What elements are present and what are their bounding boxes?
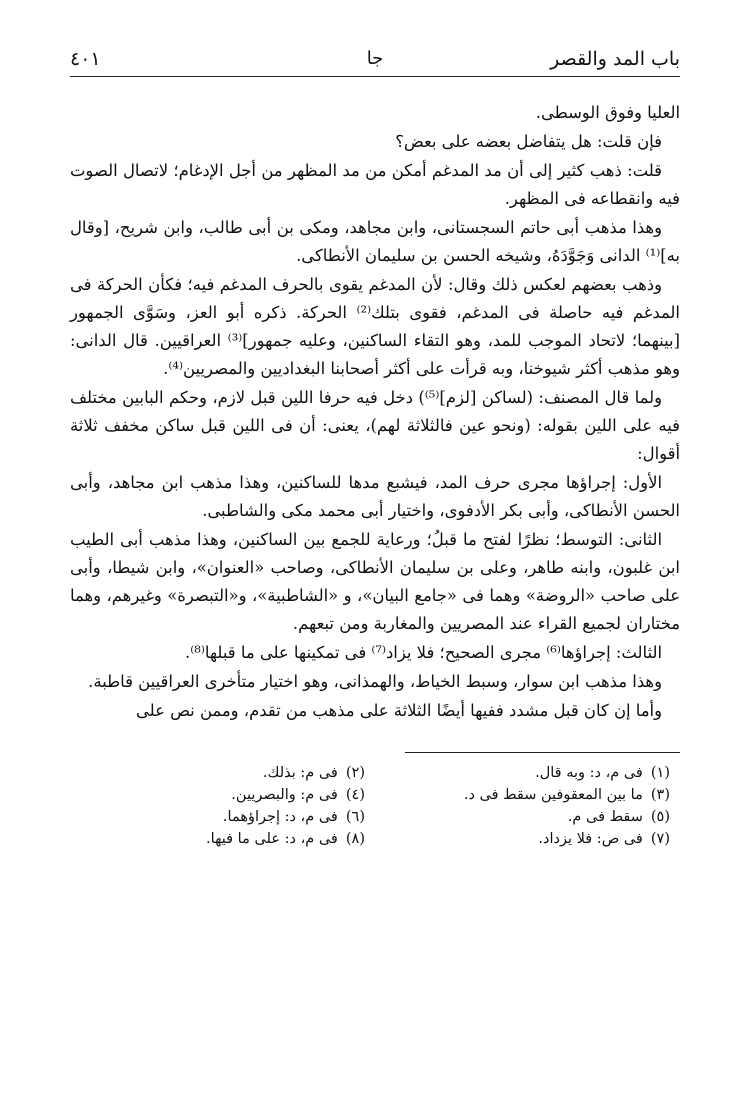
paragraph: الثالث: إجراؤها⁽⁶⁾ مجرى الصحيح؛ فلا يزاد⁽⁷⁾ فى تمكينها على ما قبلها⁽⁸⁾. (185, 643, 662, 662)
footnote-text: فى م، د: وبه قال. (535, 765, 643, 781)
footnote-text: فى م: والبصريين. (231, 787, 338, 803)
paragraph: ولما قال المصنف: (لساكن [لزم]⁽⁵⁾) دخل فيه حرفا اللين قبل لازم، وحكم البابين مختلف فيه على اللين بقوله: (ونحو عين فالثلاثة لهم)، يعنى: أن فى اللين قبل ساكن مخفف ثلاثة أقوال: (70, 388, 680, 463)
paragraph: قلت: ذهب كثير إلى أن مد المدغم أمكن من مد المظهر من أجل الإدغام؛ لاتصال الصوت فيه وانقطاعه فى المظهر. (70, 161, 680, 208)
paragraph: وذهب بعضهم لعكس ذلك وقال: لأن المدغم يقوى بالحرف المدغم فيه؛ فكأن الحركة فى المدغم فيه حاصلة فى المدغم، فقوى بتلك⁽²⁾ الحركة. ذكره أبو العز، وسَوَّى الجمهور [بينهما؛ لاتحاد الموجب للمد، وهو التقاء الساكنين، وعليه جمهور]⁽³⁾ العراقيين. قال الدانى: وهو مذهب أكثر شيوخنا، وبه قرأت على أكثر أصحابنا البغداديين والمصريين⁽⁴⁾. (70, 275, 680, 378)
footnote-number: (٧) (650, 831, 670, 847)
footnote-number: (٥) (650, 809, 670, 825)
footnote-text: فى م، د: إجراؤهما. (222, 809, 338, 825)
paragraph: فإن قلت: هل يتفاضل بعضه على بعض؟ (395, 132, 662, 151)
volume-label: جا (366, 48, 384, 69)
paragraph: الثانى: التوسط؛ نظرًا لفتح ما قبلُ؛ ورعاية للجمع بين الساكنين، وهذا مذهب أبى الطيب ابن غلبون، وابنه طاهر، وعلى بن سليمان الأنطاكى، وصاحب «العنوان»، وابن شيطا، وأبى على صاحب «الروضة» وهما فى «جامع البيان»، و «الشاطبية»، و«التبصرة» وغيرهم، وهما مختاران لجميع القراء عند المصريين والمغاربة ومن تبعهم. (70, 530, 680, 633)
paragraph: الأول: إجراؤها مجرى حرف المد، فيشبع مدها للساكنين، وهذا مذهب ابن مجاهد، وأبى الحسن الأنطاكى، وأبى بكر الأدفوى، واختيار أبى محمد مكى والشاطبى. (70, 473, 680, 520)
footnote (70, 806, 375, 828)
footnote (70, 784, 375, 806)
chapter-title: باب المد والقصر (550, 48, 680, 70)
footnote (375, 784, 680, 806)
paragraph: العليا وفوق الوسطى. (535, 103, 680, 122)
footnote (70, 762, 375, 784)
footnote-number: (٤) (345, 787, 365, 803)
footnote-text: فى م: بذلك. (262, 765, 338, 781)
footnote (375, 762, 680, 784)
footnote-number: (٦) (345, 809, 365, 825)
page-number: ٤٠١ (70, 48, 101, 70)
book-page (70, 40, 680, 1057)
footnote-text: فى م، د: على ما فيها. (206, 831, 338, 847)
footnote-number: (٨) (345, 831, 365, 847)
footnote-number: (١) (650, 765, 670, 781)
footnote-text: فى ص: فلا يزداد. (538, 831, 643, 847)
footnotes (70, 762, 680, 850)
paragraph: وهذا مذهب أبى حاتم السجستانى، وابن مجاهد، ومكى بن أبى طالب، وابن شريح، [وقال به]⁽¹⁾ الدانى وَجَوَّدَهُ، وشيخه الحسن بن سليمان الأنطاكى. (70, 218, 680, 265)
footnote (70, 828, 375, 850)
main-text (70, 99, 680, 725)
footnote (375, 828, 680, 850)
footnote-text: ما بين المعقوفين سقط فى د. (463, 787, 643, 803)
footnote-number: (٢) (345, 765, 365, 781)
paragraph: وأما إن كان قبل مشدد ففيها أيضًا الثلاثة على مذهب من تقدم، وممن نص على (136, 701, 662, 720)
page-header (70, 40, 680, 77)
footnote-text: سقط فى م. (567, 809, 643, 825)
paragraph: وهذا مذهب ابن سوار، وسبط الخياط، والهمذانى، وهو اختيار متأخرى العراقيين قاطبة. (88, 672, 662, 691)
footnote-number: (٣) (650, 787, 670, 803)
footnote (375, 806, 680, 828)
footnote-divider (405, 752, 680, 753)
